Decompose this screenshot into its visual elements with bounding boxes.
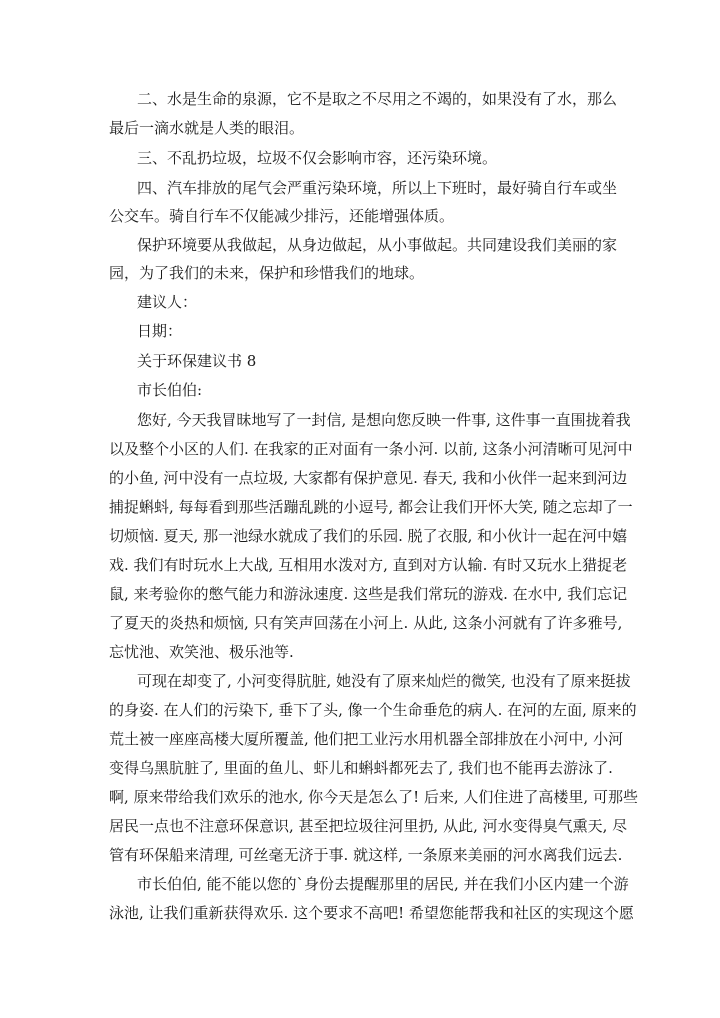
paragraph-river-past-line-2: 以及整个小区的人们. 在我家的正对面有一条小河. 以前, 这条小河清晰可见河中 (109, 440, 633, 458)
signature-date: 日期： (137, 322, 183, 340)
paragraph-litter-line-1: 三、不乱扔垃圾，垃圾不仅会影响市容，还污染环境。 (137, 149, 498, 167)
paragraph-river-past-line-6: 戏. 我们有时玩水上大战, 互相用水泼对方, 直到对方认输. 有时又玩水上猎捉老 (109, 556, 628, 574)
paragraph-river-past-line-7: 鼠, 来考验你的憋气能力和游泳速度. 这些是我们常玩的游戏. 在水中, 我们忘记 (109, 585, 628, 603)
paragraph-exhaust-line-1: 四、汽车排放的尾气会严重污染环境，所以上下班时，最好骑自行车或坐 (137, 179, 618, 197)
paragraph-river-past-line-4: 捕捉蝌蚪, 每每看到那些活蹦乱跳的小逗号, 都会让我们开怀大笑, 随之忘却了一 (109, 498, 633, 516)
paragraph-protect-line-1: 保护环境要从我做起，从身边做起，从小事做起。共同建设我们美丽的家 (137, 236, 618, 254)
letter-salutation: 市长伯伯: (137, 381, 203, 399)
paragraph-river-now-line-1: 可现在却变了, 小河变得肮脏, 她没有了原来灿烂的微笑, 也没有了原来挺拔 (137, 672, 631, 690)
paragraph-river-now-line-4: 变得乌黑肮脏了, 里面的鱼儿、虾儿和蝌蚪都死去了, 我们也不能再去游泳了. (109, 759, 613, 777)
paragraph-exhaust-line-2: 公交车。骑自行车不仅能减少排污，还能增强体质。 (109, 207, 455, 225)
paragraph-river-past-line-1: 您好, 今天我冒昧地写了一封信, 是想向您反映一件事, 这件事一直围拢着我 (137, 411, 631, 429)
paragraph-river-now-line-2: 的身姿. 在人们的污染下, 垂下了头, 像一个生命垂危的病人. 在河的左面, 原来的 (109, 701, 637, 719)
paragraph-river-past-line-3: 的小鱼, 河中没有一点垃圾, 大家都有保护意见. 春天, 我和小伙伴一起来到河边 (109, 469, 628, 487)
paragraph-water-line-2: 最后一滴水就是人类的眼泪。 (109, 119, 305, 137)
paragraph-river-now-line-3: 荒土被一座座高楼大厦所覆盖, 他们把工业污水用机器全部排放在小河中, 小河 (109, 730, 624, 748)
paragraph-river-past-line-5: 切烦恼. 夏天, 那一池绿水就成了我们的乐园. 脱了衣服, 和小伙计一起在河中嬉 (109, 527, 628, 545)
paragraph-water-line-1: 二、水是生命的泉源，它不是取之不尽用之不竭的，如果没有了水，那么 (137, 90, 618, 108)
paragraph-river-past-line-9: 忘忧池、欢笑池、极乐池等. (109, 643, 294, 661)
signature-proposer: 建议人： (137, 293, 198, 311)
paragraph-river-now-line-5: 啊, 原来带给我们欢乐的池水, 你今天是怎么了! 后来, 人们住进了高楼里, 可那些 (109, 788, 638, 806)
paragraph-request-line-1: 市长伯伯, 能不能以您的`身份去提醒那里的居民, 并在我们小区内建一个游 (137, 875, 629, 893)
letter-title: 关于环保建议书 8 (137, 352, 257, 370)
paragraph-river-past-line-8: 了夏天的炎热和烦恼, 只有笑声回荡在小河上. 从此, 这条小河就有了许多雅号, (109, 614, 623, 632)
paragraph-river-now-line-7: 管有环保船来清理, 可丝毫无济于事. 就这样, 一条原来美丽的河水离我们远去. (109, 846, 623, 864)
paragraph-river-now-line-6: 居民一点也不注意环保意识, 甚至把垃圾往河里扔, 从此, 河水变得臭气熏天, 尽 (109, 817, 628, 835)
paragraph-protect-line-2: 园，为了我们的未来，保护和珍惜我们的地球。 (109, 264, 425, 282)
paragraph-request-line-2: 泳池, 让我们重新获得欢乐. 这个要求不高吧! 希望您能帮我和社区的实现这个愿 (109, 904, 634, 922)
